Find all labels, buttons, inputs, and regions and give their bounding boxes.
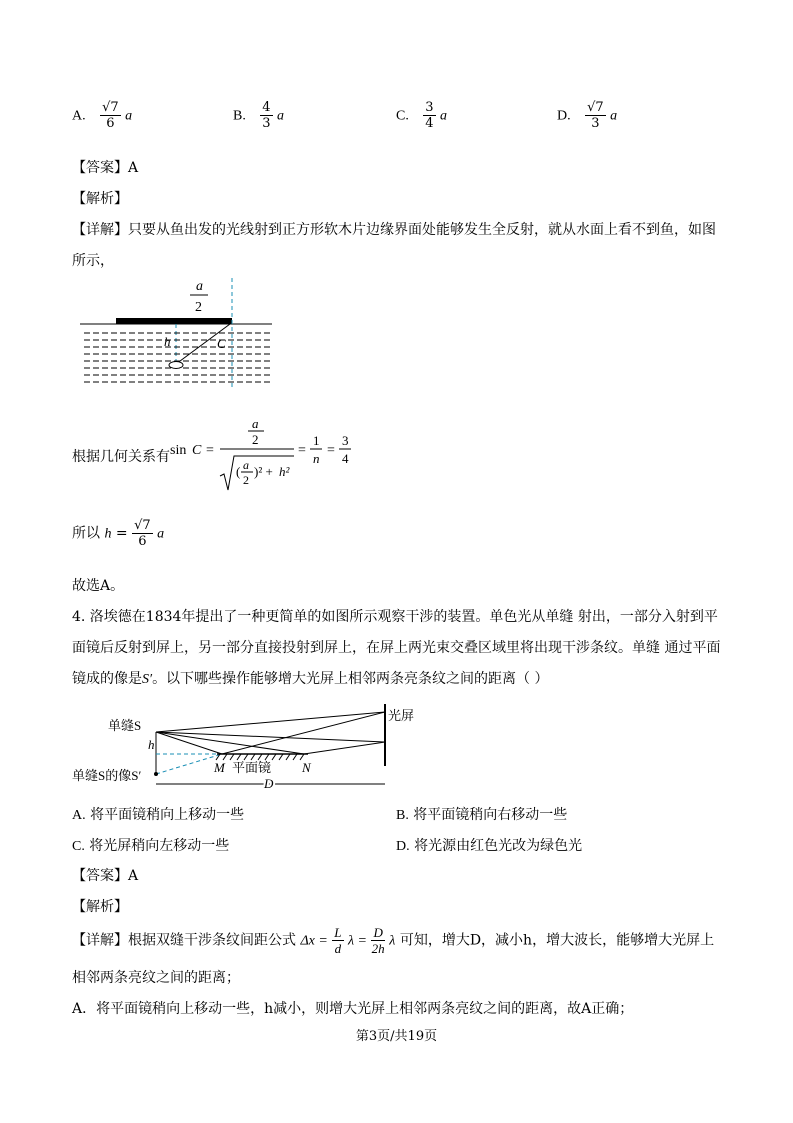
fraction-denominator: 2h: [371, 941, 385, 956]
h-fraction: [132, 518, 153, 549]
q4-text: 面镜后反射到屏上，另一部分直接投射到屏上，在屏上两光束交叠区域里将出现干涉条纹。单缝 通过平面: [72, 640, 721, 656]
fraction-denominator: 6: [106, 116, 115, 131]
choose-text: 故选A。: [72, 578, 125, 594]
fig1-c-label: C: [217, 336, 226, 351]
fraction-denominator: 3: [262, 116, 271, 131]
detail2-line2: 相邻两条亮纹之间的距离；: [72, 970, 240, 986]
fraction-numerator: √7: [587, 100, 604, 115]
fig2-mirror-label: 平面镜: [232, 760, 272, 775]
q4-text: 4. 洛埃德在1834年提出了一种更简单的如图所示观察干涉的装置。单色光从单缝 射出，一部分入射到平: [72, 609, 718, 625]
option-fraction: [100, 100, 121, 131]
c-text: C: [192, 443, 202, 458]
so-prefix: 所以: [72, 525, 100, 542]
fraction-denominator: 3: [591, 116, 600, 131]
lambda: λ: [389, 933, 396, 949]
detail2-line1: [72, 925, 714, 956]
variable: a: [157, 526, 165, 542]
option-text: 将光源由红色光改为绿色光: [414, 838, 583, 854]
svg-text:=: =: [206, 443, 214, 458]
variable: a: [440, 108, 448, 124]
detail-text: 所示，: [72, 253, 114, 269]
option-letter: C.: [72, 839, 85, 854]
option-letter: B.: [396, 808, 409, 823]
d-over-2h: [371, 925, 384, 956]
option-text: 将平面镜稍向上移动一些: [90, 807, 245, 823]
fraction-numerator: 4: [262, 100, 271, 115]
svg-text:2: 2: [243, 473, 249, 487]
variable: a: [125, 108, 133, 124]
fig2-h-label: h: [148, 737, 155, 752]
detail-text: 【详解】只要从鱼出发的光线射到正方形软木片边缘界面处能够发生全反射，就从水面上看不到鱼，如图: [72, 222, 716, 238]
h-var: h: [104, 526, 112, 542]
fraction-denominator: d: [334, 941, 342, 956]
fraction-numerator: √7: [134, 518, 151, 533]
fraction-denominator: 4: [425, 116, 434, 131]
option-c: [396, 100, 447, 131]
s-prime: S′: [142, 672, 153, 687]
fig2-m-label: M: [214, 760, 225, 775]
option-letter: B.: [233, 108, 246, 124]
detail2-suffix: 可知，增大D，减小h，增大波长，能够增大光屏上: [399, 932, 715, 949]
two-text: 2: [252, 432, 259, 447]
option-fraction: [585, 100, 606, 131]
explanation-a: A．将平面镜稍向上移动一些，h减小，则增大光屏上相邻两条亮纹之间的距离，故A正确；: [72, 1001, 634, 1017]
answer-label: 【答案】A: [72, 160, 139, 176]
svg-text:=: =: [298, 443, 306, 458]
variable: a: [610, 108, 618, 124]
analysis-label: 【解析】: [72, 191, 128, 207]
q4-option-a: [72, 804, 244, 824]
a-text: a: [252, 416, 259, 431]
q4-option-d: [396, 835, 582, 855]
q4-text-3: [72, 669, 549, 690]
option-letter: D.: [396, 839, 410, 854]
analysis-label: 【解析】: [72, 899, 128, 915]
option-d: [557, 100, 617, 131]
fig2-image-label: 单缝S的像S′: [72, 768, 142, 783]
option-fraction: [423, 100, 435, 131]
q4-option-c: [72, 835, 229, 855]
option-b: [233, 100, 284, 131]
fig2-d-label: D: [264, 776, 274, 791]
formula-prefix: 根据几何关系有: [72, 449, 170, 465]
fraction-numerator: √7: [102, 100, 119, 115]
svg-text:a: a: [243, 458, 249, 472]
option-fraction: [260, 100, 272, 131]
sin-c-formula: [170, 414, 360, 494]
svg-text:)² +: )² +: [254, 464, 273, 479]
detail2-prefix: 【详解】根据双缝干涉条纹间距公式: [72, 932, 296, 949]
one-text: 1: [313, 433, 320, 448]
so-h-line: 所以 h = $\frac{√7}{6}$ a: [72, 518, 165, 549]
fig1-h-label: h: [164, 334, 171, 349]
l-over-d: [332, 925, 343, 956]
delta-x: Δx =: [300, 933, 328, 949]
lambda-eq: λ =: [347, 933, 367, 949]
q4-option-b: [396, 804, 567, 824]
option-text: 将光屏稍向左移动一些: [89, 838, 230, 854]
q4-text-part: 镜成的像是: [72, 671, 142, 687]
option-text: 将平面镜稍向右移动一些: [413, 807, 568, 823]
svg-text:=: =: [327, 443, 335, 458]
fraction-numerator: L: [334, 925, 342, 940]
q4-text-part: 。以下哪些操作能够增大光屏上相邻两条亮条纹之间的距离（ ）: [152, 671, 549, 687]
fraction-numerator: 3: [425, 100, 434, 115]
option-letter: D.: [557, 108, 571, 124]
variable: a: [277, 108, 285, 124]
lloyd-mirror-figure: [72, 694, 422, 794]
n-text: n: [313, 451, 320, 466]
option-letter: A.: [72, 808, 86, 823]
sin-text: sin: [170, 443, 187, 458]
h2-text: h²: [279, 464, 290, 479]
fig2-screen-label: 光屏: [388, 708, 415, 723]
fig1-a-label: a: [196, 279, 203, 294]
answer-label: 【答案】A: [72, 868, 139, 884]
fig2-n-label: N: [302, 760, 311, 775]
fish-cork-figure: [72, 278, 282, 390]
option-letter: A.: [72, 108, 86, 124]
three-text: 3: [342, 433, 349, 448]
fig1-two-label: 2: [195, 300, 202, 315]
option-letter: C.: [396, 108, 409, 124]
fig2-slit-label: 单缝S: [108, 718, 142, 733]
option-a: [72, 100, 132, 131]
page-footer: 第3页/共19页: [355, 1029, 438, 1044]
svg-text:(: (: [236, 464, 241, 479]
four-text: 4: [342, 451, 349, 466]
fraction-numerator: D: [373, 925, 383, 940]
fraction-denominator: 6: [138, 534, 147, 549]
